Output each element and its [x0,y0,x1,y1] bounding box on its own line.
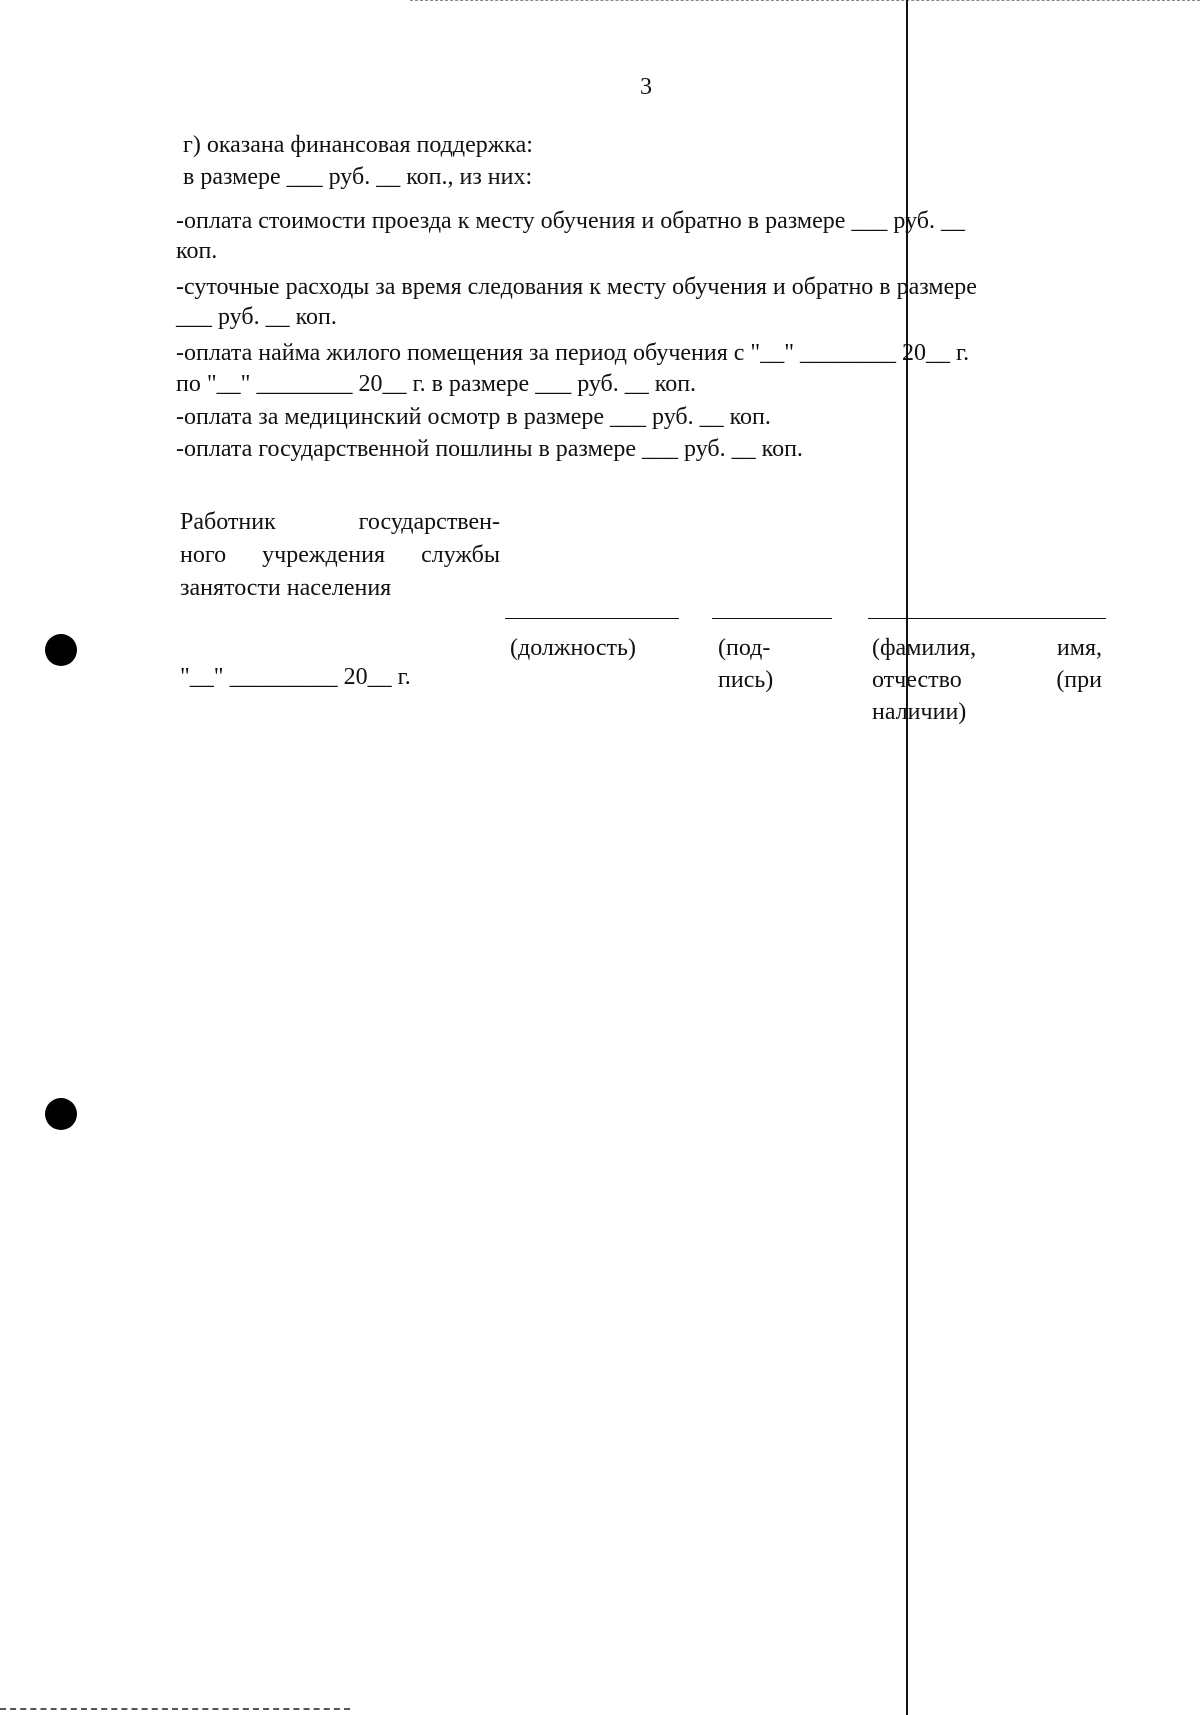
signatory-role-line: ного учреждения службы [180,542,500,568]
signatory-role-line: Работник государствен- [180,509,500,535]
position-caption: (должность) [510,635,636,661]
item-travel-cost-continued: коп. [176,238,218,264]
punch-hole-upper [45,634,77,666]
scan-artifact-top-line [410,0,1200,2]
signature-date: "__" _________ 20__ г. [180,664,411,690]
support-amount-line: в размере ___ руб. __ коп., из них: [183,164,533,190]
full-name-caption-line: наличии) [872,699,967,725]
page-number: 3 [640,74,652,100]
scan-artifact-vertical-line [906,0,908,1715]
item-housing-rent-continued: по "__" ________ 20__ г. в размере ___ руб. __ коп. [176,371,697,397]
full-name-caption-line: (фамилия, имя, [872,635,1102,661]
signature-caption [718,632,808,696]
item-daily-expenses-continued: ___ руб. __ коп. [176,304,337,330]
signatory-role-label [180,506,500,605]
position-signature-line [505,618,679,620]
item-state-duty: -оплата государственной пошлины в размере ___ руб. __ коп. [176,436,803,462]
punch-hole-lower [45,1098,77,1130]
signature-caption-line: пись) [718,667,774,693]
item-travel-cost: -оплата стоимости проезда к месту обучения и обратно в размере ___ руб. __ [176,208,965,234]
full-name-caption [872,632,1112,728]
section-heading: г) оказана финансовая поддержка: [183,132,533,158]
item-housing-rent: -оплата найма жилого помещения за период обучения с "__" ________ 20__ г. [176,340,970,366]
signature-line [712,618,832,620]
scan-artifact-bottom-line [0,1708,350,1712]
item-daily-expenses: -суточные расходы за время следования к месту обучения и обратно в размере [176,274,977,300]
item-medical-exam: -оплата за медицинский осмотр в размере ___ руб. __ коп. [176,404,771,430]
full-name-signature-line [868,618,1106,620]
signatory-role-line: занятости населения [180,575,392,601]
signature-caption-line: (под- [718,635,771,661]
full-name-caption-line: отчество (при [872,667,1102,693]
